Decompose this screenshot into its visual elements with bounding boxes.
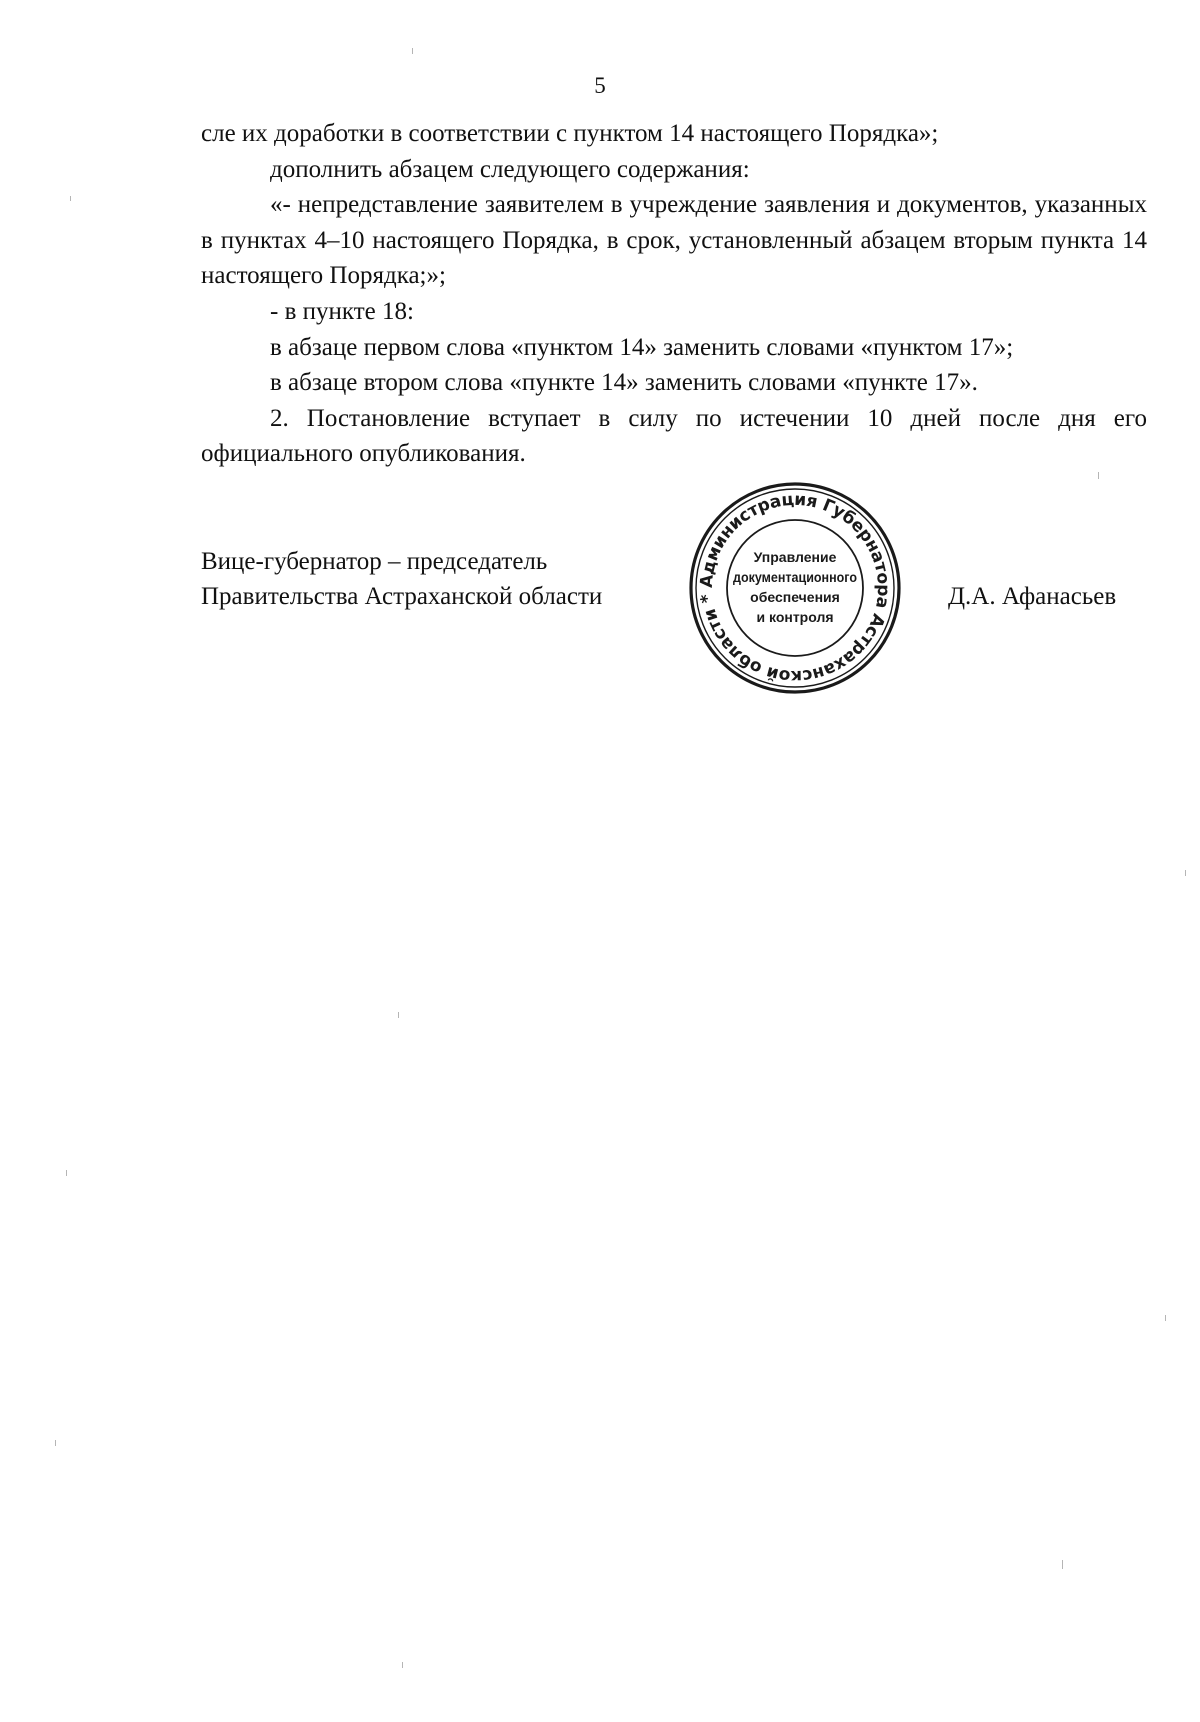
- seal-inner-ring: [727, 520, 863, 656]
- scan-speck: [66, 1170, 67, 1176]
- paragraph-amend-text: «- непредставление заявителем в учреждение заявления и документов, указанных в пунктах 4–10 настоящего Порядка, в срок, установленный абзацем вторым пункта 14 настоящего Порядка;»;: [201, 191, 1147, 290]
- seal-center-line2: документационного: [733, 569, 857, 585]
- scan-speck: [70, 196, 71, 201]
- page-number: 5: [594, 73, 606, 98]
- seal-ring-text: Администрация Губернатора Астраханской области *: [696, 489, 894, 687]
- scan-speck: [402, 1662, 403, 1668]
- signer-position-line2: Правительства Астраханской области: [201, 583, 603, 610]
- scan-speck: [55, 1440, 56, 1446]
- scan-speck: [1098, 472, 1099, 479]
- scan-speck: [1165, 1315, 1166, 1321]
- seal-center-line1: Управление: [753, 549, 837, 565]
- paragraph-effective-date: 2. Постановление вступает в силу по истечении 10 дней после дня его официального опубликования.: [201, 404, 1147, 468]
- paragraph-continuation: сле их доработки в соответствии с пунктом 14 настоящего Порядка»;: [201, 120, 939, 147]
- scan-speck: [412, 48, 413, 54]
- seal-outer-ring: [691, 484, 899, 692]
- scan-speck: [1185, 870, 1186, 876]
- scan-speck: [1062, 1560, 1063, 1569]
- document-body: [201, 116, 1147, 472]
- official-seal: [685, 478, 905, 698]
- signer-position: [201, 544, 602, 614]
- paragraph-first-subpara: в абзаце первом слова «пунктом 14» заменить словами «пунктом 17»;: [270, 333, 1014, 361]
- signer-name: Д.А. Афанасьев: [948, 583, 1117, 610]
- paragraph-amend-intro: дополнить абзацем следующего содержания:: [270, 155, 750, 183]
- paragraph-second-subpara: в абзаце втором слова «пункте 14» заменить словами «пункте 17».: [270, 369, 978, 397]
- signer-position-line1: Вице-губернатор – председатель: [201, 548, 548, 575]
- seal-graphic: [685, 478, 905, 698]
- seal-center-line3: обеспечения: [750, 589, 840, 605]
- seal-center-line4: и контроля: [756, 609, 834, 625]
- scan-speck: [398, 1012, 399, 1018]
- paragraph-point-18: - в пункте 18:: [270, 297, 414, 325]
